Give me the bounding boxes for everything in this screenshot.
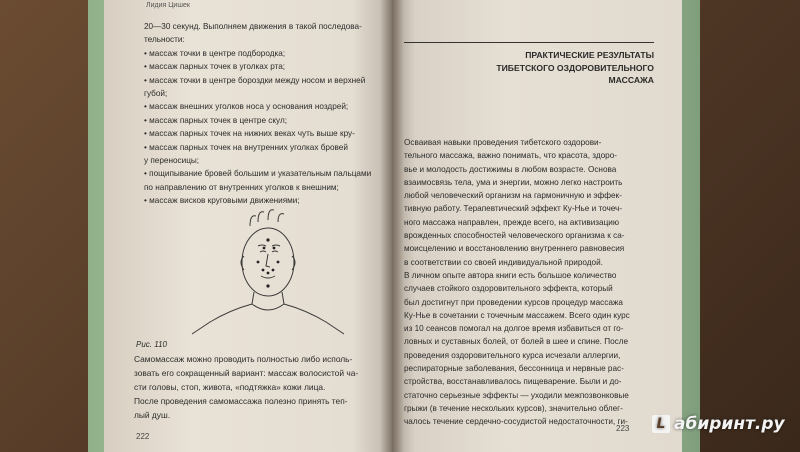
left-page-text [144, 20, 384, 208]
section-heading [404, 42, 654, 87]
text-line: по направлению от внутренних уголков к внешним; [144, 182, 339, 192]
text-line: Осваивая навыки проведения тибетского оздорови- [404, 138, 602, 147]
text-line: в соответствии со своей индивидуальной природой. [404, 257, 603, 267]
page-number-left: 222 [136, 432, 150, 441]
text-line: • массаж парных точек в центре скул; [144, 115, 288, 125]
text-line: Ку-Нье в сочетании с точечным массажем. Всего один курс [404, 310, 630, 320]
text-line: проведения оздоровительного курса исчезали аллергии, [404, 350, 621, 360]
text-line: • массаж парных точек на внутренних уголках бровей [144, 142, 348, 152]
text-line: тельного массажа, важно понимать, что красота, здоро- [404, 151, 617, 161]
text-line: зовать его сокращенный вариант: массаж волосистой ча- [134, 368, 359, 378]
text-line: из 10 сеансов помогал на долгое время избавиться от го- [404, 324, 624, 334]
text-line: • массаж внешних уголков носа у основания ноздрей; [144, 102, 349, 112]
left-page [104, 0, 396, 452]
heading-line: ПРАКТИЧЕСКИЕ РЕЗУЛЬТАТЫ [525, 50, 654, 60]
text-line: • пощипывание бровей большим и указательным пальцами [144, 169, 372, 179]
text-line: тельности: [144, 35, 185, 45]
right-page-text [404, 136, 666, 429]
text-line: грыжи (в течение нескольких курсов), значительно облег- [404, 403, 623, 413]
text-line: В личном опыте автора книги есть большое количество [404, 270, 617, 280]
text-line: ловных и суставных болей, от болей в шее и спине. После [404, 337, 629, 347]
text-line: чалось течение сердечно-сосудистой недостаточности, ги- [404, 417, 628, 427]
heading-line: МАССАЖА [608, 75, 654, 85]
text-line: После проведения самомассажа полезно принять теп- [134, 396, 348, 406]
text-line: тивную работу. Терапевтический эффект Ку-Нье и точеч- [404, 204, 623, 214]
text-line: случаев стойкого оздоровительного эффекта, который [404, 284, 613, 294]
text-line: стройства, восстанавливалось пищеварение. Были и до- [404, 377, 622, 387]
text-line: губой; [144, 89, 168, 99]
text-line: врожденных способностей человеческого организма к са- [404, 231, 625, 241]
text-line: • массаж висков круговыми движениями; [144, 196, 300, 206]
figure-caption: Рис. 110 [136, 340, 167, 349]
left-page-bottom-text [134, 352, 374, 422]
text-line: • массаж парных точек в уголках рта; [144, 62, 286, 72]
text-line: • массаж парных точек на нижних веках чуть выше кру- [144, 129, 355, 139]
right-page [392, 0, 682, 452]
text-line: респираторные заболевания, бессонница и нервные рас- [404, 364, 624, 374]
text-line: у переносицы; [144, 156, 200, 166]
watermark [652, 414, 785, 434]
labirint-logo-icon: L [652, 415, 670, 433]
text-line: ного массажа направлен, прежде всего, на активизацию [404, 217, 619, 227]
text-line: вье и молодость достижимы в любом возрасте. Основа [404, 164, 617, 174]
watermark-text: абиринт.ру [674, 414, 785, 434]
text-line: моисцелению и восстановлению внутреннего равновесия [404, 244, 625, 254]
text-line: • массаж точки в центре подбородка; [144, 48, 286, 58]
heading-line: ТИБЕТСКОГО ОЗДОРОВИТЕЛЬНОГО [496, 62, 654, 73]
text-line: Самомассаж можно проводить полностью либо исполь- [134, 354, 353, 364]
running-head: Лидия Цишек [146, 2, 190, 9]
text-line: любой человеческий организм на гармоничную и эффек- [404, 191, 622, 201]
text-line: лый душ. [134, 410, 171, 420]
text-line: взаимосвязь тела, ума и энергии, можно легко настроить [404, 177, 623, 187]
face-illustration [180, 200, 396, 340]
book-gutter-shadow [380, 0, 404, 452]
text-line: сти головы, стоп, живота, «подтяжка» кожи лица. [134, 382, 326, 392]
text-line: • массаж точки в центре бороздки между носом и верхней [144, 75, 366, 85]
text-line: 20—30 секунд. Выполняем движения в такой последова- [144, 22, 362, 31]
page-number-right: 223 [616, 424, 630, 433]
text-line: статочно серьезные эффекты — уходили межпозвонковые [404, 390, 629, 400]
text-line: был достигнут при проведении курсов процедур массажа [404, 297, 623, 307]
